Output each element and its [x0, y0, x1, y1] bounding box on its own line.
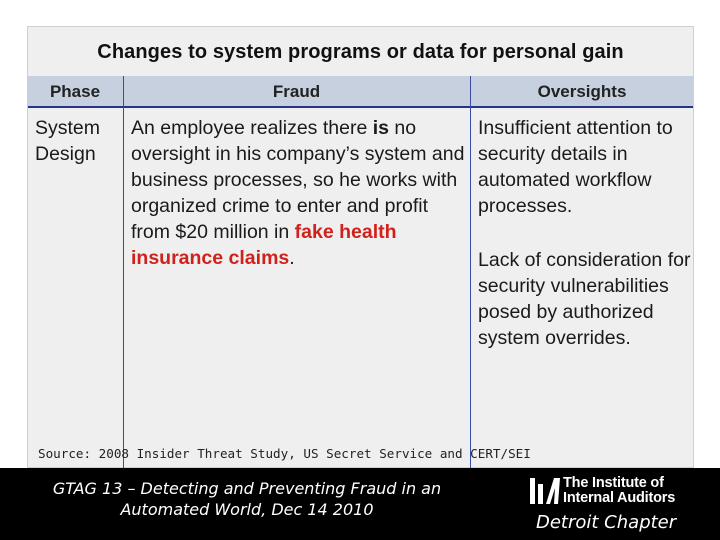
- fraud-highlight: fake health insurance claims: [131, 221, 397, 269]
- source-citation: Source: 2008 Insider Threat Study, US Secret Service and CERT/SEI: [38, 446, 531, 461]
- slide-title: Changes to system programs or data for personal gain: [97, 41, 624, 63]
- footer-caption-line: GTAG 13 – Detecting and Preventing Fraud in an: [52, 479, 442, 498]
- cell-oversight: Lack of consideration for security vulnerabilities posed by authorized system overrides.: [478, 249, 691, 349]
- header-oversights: Oversights: [537, 82, 627, 101]
- cell-oversight: Insufficient attention to security details in automated workflow processes.: [478, 117, 673, 217]
- logo-wordmark: [563, 476, 713, 506]
- fraud-text: no oversight in his company’s system and business processes, so he works with organized crime to enter and profit from $20 million in: [131, 117, 465, 243]
- logo-line: Internal Auditors: [563, 490, 676, 506]
- header-fraud: Fraud: [272, 82, 321, 101]
- fraud-text: An employee realizes there: [131, 117, 373, 139]
- chapter-label: Detroit Chapter: [536, 512, 677, 533]
- column-divider: [470, 76, 471, 468]
- column-divider: [123, 76, 124, 468]
- cell-phase: System Design: [35, 117, 101, 165]
- fraud-text: .: [289, 247, 295, 269]
- footer-caption-line: Automated World, Dec 14 2010: [120, 500, 374, 519]
- fraud-emphasis: is: [372, 117, 389, 139]
- footer-caption: [20, 478, 474, 520]
- header-phase: Phase: [49, 82, 101, 101]
- cell-fraud: [131, 115, 467, 271]
- logo-line: The Institute of: [563, 475, 664, 491]
